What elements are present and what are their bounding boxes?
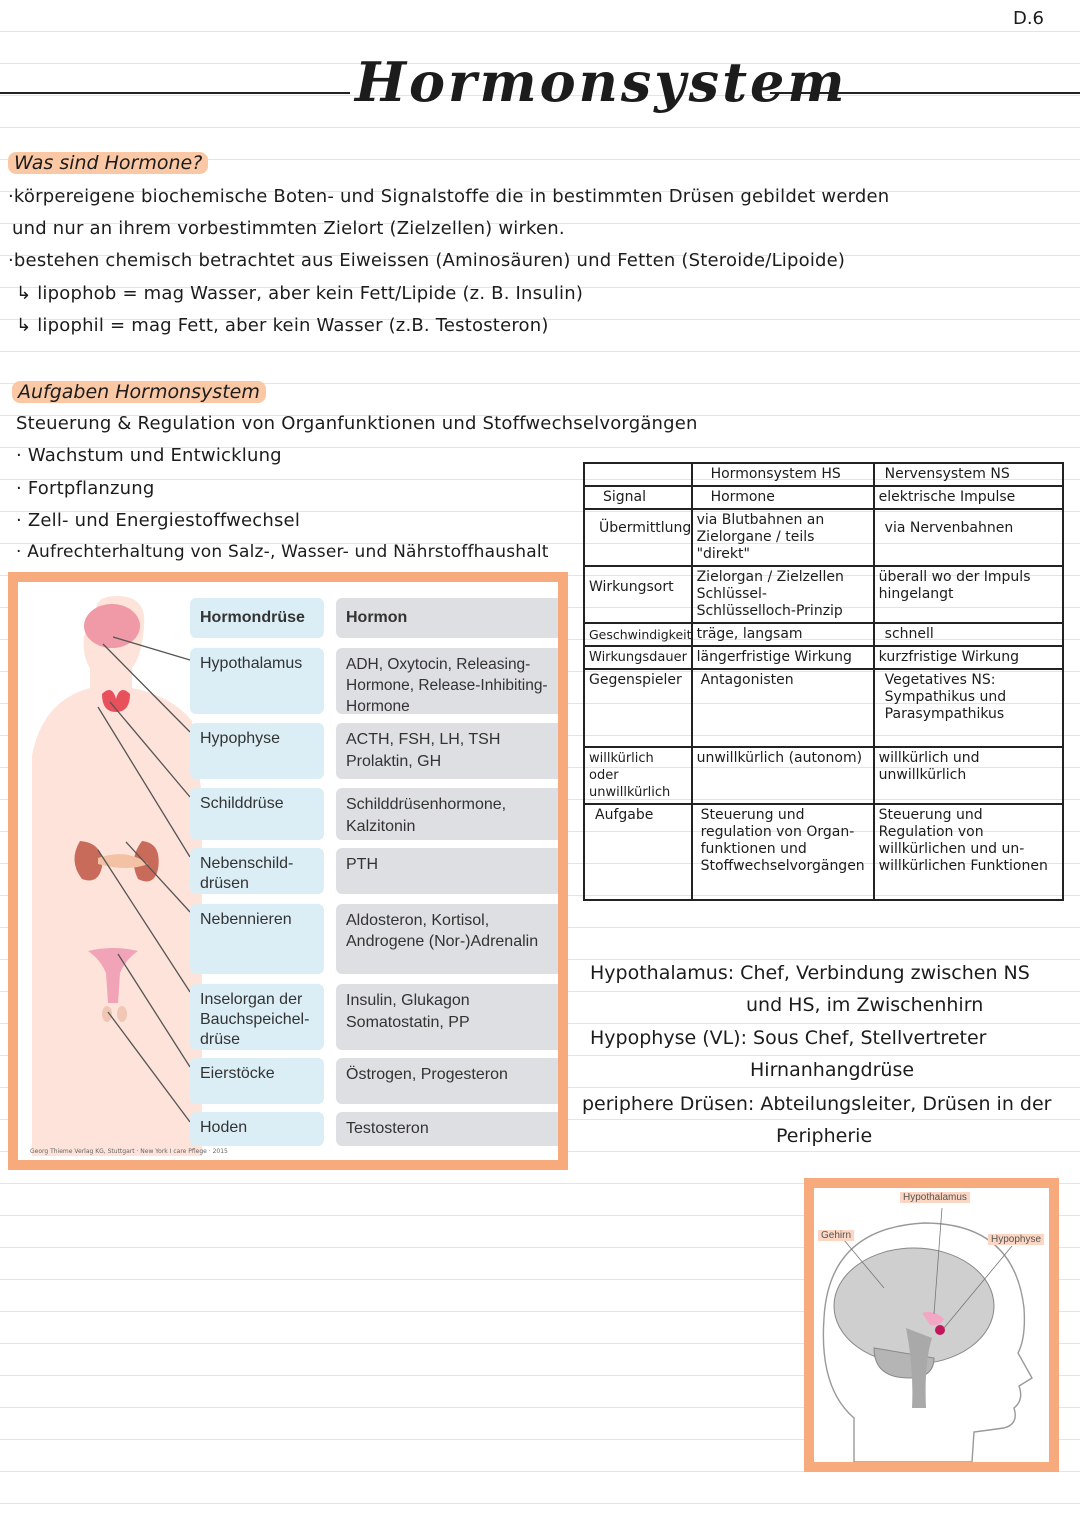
figure-header-hormone: Hormon — [336, 598, 564, 638]
table-cell: Hormone — [692, 486, 874, 509]
hormone-hypophyse: ACTH, FSH, LH, TSH Prolaktin, GH — [336, 723, 564, 779]
table-cell: überall wo der Impuls hingelangt — [874, 566, 1063, 623]
text-line: ·körpereigene biochemische Boten- und Signalstoffe die in bestimmten Drüsen gebildet werden — [8, 186, 890, 207]
table-cell: Aufgabe — [584, 804, 692, 900]
hypophyse-icon — [935, 1325, 945, 1335]
title-rule-left — [0, 92, 350, 94]
definition-text: : Sous Chef, Stellvertreter — [740, 1027, 987, 1049]
table-row — [584, 804, 1063, 900]
label-hypophyse: Hypophyse — [988, 1234, 1044, 1245]
table-cell: Signal — [584, 486, 692, 509]
text-line: ·bestehen chemisch betrachtet aus Eiweissen (Aminosäuren) und Fetten (Steroide/Lipoide) — [8, 250, 846, 271]
table-cell: Antagonisten — [692, 669, 874, 747]
page-title: Hormonsystem — [355, 50, 848, 114]
table-cell: via Blutbahnen an Zielorgane / teils "direkt" — [692, 509, 874, 566]
table-row — [584, 623, 1063, 646]
hormone-eierstoecke: Östrogen, Progesteron — [336, 1058, 564, 1104]
definition-text: : Abteilungsleiter, Drüsen in der — [747, 1093, 1052, 1115]
copyright-note: Georg Thieme Verlag KG, Stuttgart · New York I care Pflege · 2015 — [30, 1148, 228, 1155]
table-row — [584, 486, 1063, 509]
section-heading-hormone: Was sind Hormone? — [8, 152, 208, 174]
table-cell: Vegetatives NS: Sympathikus und Parasympathikus — [874, 669, 1063, 747]
table-row — [584, 747, 1063, 804]
table-cell: willkürlich und unwillkürlich — [874, 747, 1063, 804]
definition-term: Hypothalamus — [590, 962, 728, 984]
gland-hoden: Hoden — [190, 1112, 324, 1146]
aufgaben-item: · Aufrechterhaltung von Salz-, Wasser- und Nährstoffhaushalt — [16, 542, 549, 562]
gland-nebenschilddruesen: Nebenschild-drüsen — [190, 848, 324, 894]
hormone-schilddruese: Schilddrüsenhormone, Kalzitonin — [336, 788, 564, 840]
table-cell: längerfristige Wirkung — [692, 646, 874, 669]
table-cell: träge, langsam — [692, 623, 874, 646]
definition-hypophyse — [590, 1027, 986, 1049]
table-cell: kurzfristige Wirkung — [874, 646, 1063, 669]
definition-text: Peripherie — [776, 1125, 873, 1147]
aufgaben-item: · Fortpflanzung — [16, 478, 155, 499]
gland-eierstoecke: Eierstöcke — [190, 1058, 324, 1104]
table-row — [584, 566, 1063, 623]
figure-header-gland: Hormondrüse — [190, 598, 324, 638]
gland-nebennieren: Nebennieren — [190, 904, 324, 974]
hormone-inselorgan: Insulin, Glukagon Somatostatin, PP — [336, 984, 564, 1050]
section-heading-aufgaben: Aufgaben Hormonsystem — [12, 381, 266, 403]
table-cell: elektrische Impulse — [874, 486, 1063, 509]
table-header — [584, 463, 692, 486]
gland-figure — [8, 572, 568, 1170]
hormone-hypothalamus: ADH, Oxytocin, Releasing-Hormone, Release-Inhibiting-Hormone — [336, 648, 564, 714]
table-header: Nervensystem NS — [874, 463, 1063, 486]
table-cell: Zielorgan / Zielzellen Schlüssel- Schlüsselloch-Prinzip — [692, 566, 874, 623]
table-cell: Wirkungsdauer — [584, 646, 692, 669]
comparison-table — [583, 462, 1064, 901]
definition-hypothalamus — [590, 962, 1030, 984]
table-header: Hormonsystem HS — [692, 463, 874, 486]
label-hypothalamus: Hypothalamus — [900, 1192, 970, 1203]
definition-term: Hypophyse (VL) — [590, 1027, 741, 1049]
definition-peripher — [582, 1093, 1051, 1115]
table-cell: Steuerung und Regulation von willkürlichen und un-willkürlichen Funktionen — [874, 804, 1063, 900]
gland-inselorgan: Inselorgan der Bauchspeichel-drüse — [190, 984, 324, 1050]
definition-text: : Chef, Verbindung zwischen NS — [727, 962, 1030, 984]
table-cell: willkürlich oder unwillkürlich — [584, 747, 692, 804]
aufgaben-intro: Steuerung & Regulation von Organfunktionen und Stoffwechselvorgängen — [16, 413, 698, 434]
table-cell: schnell — [874, 623, 1063, 646]
table-cell: via Nervenbahnen — [874, 509, 1063, 566]
aufgaben-item: · Wachstum und Entwicklung — [16, 445, 282, 466]
hormone-nebennieren: Aldosteron, Kortisol, Androgene (Nor-)Adrenalin — [336, 904, 564, 974]
definition-text: und HS, im Zwischenhirn — [746, 994, 984, 1016]
gland-schilddruese: Schilddrüse — [190, 788, 324, 840]
table-row — [584, 669, 1063, 747]
page-number: D.6 — [1012, 8, 1044, 29]
table-row — [584, 509, 1063, 566]
table-cell: Geschwindigkeit — [584, 623, 692, 646]
text-line: ↳ lipophil = mag Fett, aber kein Wasser (z.B. Testosteron) — [16, 315, 549, 336]
table-cell: unwillkürlich (autonom) — [692, 747, 874, 804]
table-cell: Wirkungsort — [584, 566, 692, 623]
aufgaben-item: · Zell- und Energiestoffwechsel — [16, 510, 301, 531]
definition-term: periphere Drüsen — [582, 1093, 748, 1115]
gland-hypothalamus: Hypothalamus — [190, 648, 324, 714]
definition-text: Hirnanhangdrüse — [750, 1059, 915, 1081]
text-line: ↳ lipophob = mag Wasser, aber kein Fett/Lipide (z. B. Insulin) — [16, 283, 584, 304]
brain-figure — [804, 1178, 1059, 1472]
table-cell: Steuerung und regulation von Organ-funktionen und Stoffwechselvorgängen — [692, 804, 874, 900]
table-row — [584, 646, 1063, 669]
table-cell: Übermittlung — [584, 509, 692, 566]
hormone-hoden: Testosteron — [336, 1112, 564, 1146]
table-cell: Gegenspieler — [584, 669, 692, 747]
hormone-nebenschilddruesen: PTH — [336, 848, 564, 894]
label-gehirn: Gehirn — [818, 1230, 854, 1241]
table-header-row — [584, 463, 1063, 486]
gland-hypophyse: Hypophyse — [190, 723, 324, 779]
text-line: und nur an ihrem vorbestimmten Zielort (Zielzellen) wirken. — [12, 218, 565, 239]
